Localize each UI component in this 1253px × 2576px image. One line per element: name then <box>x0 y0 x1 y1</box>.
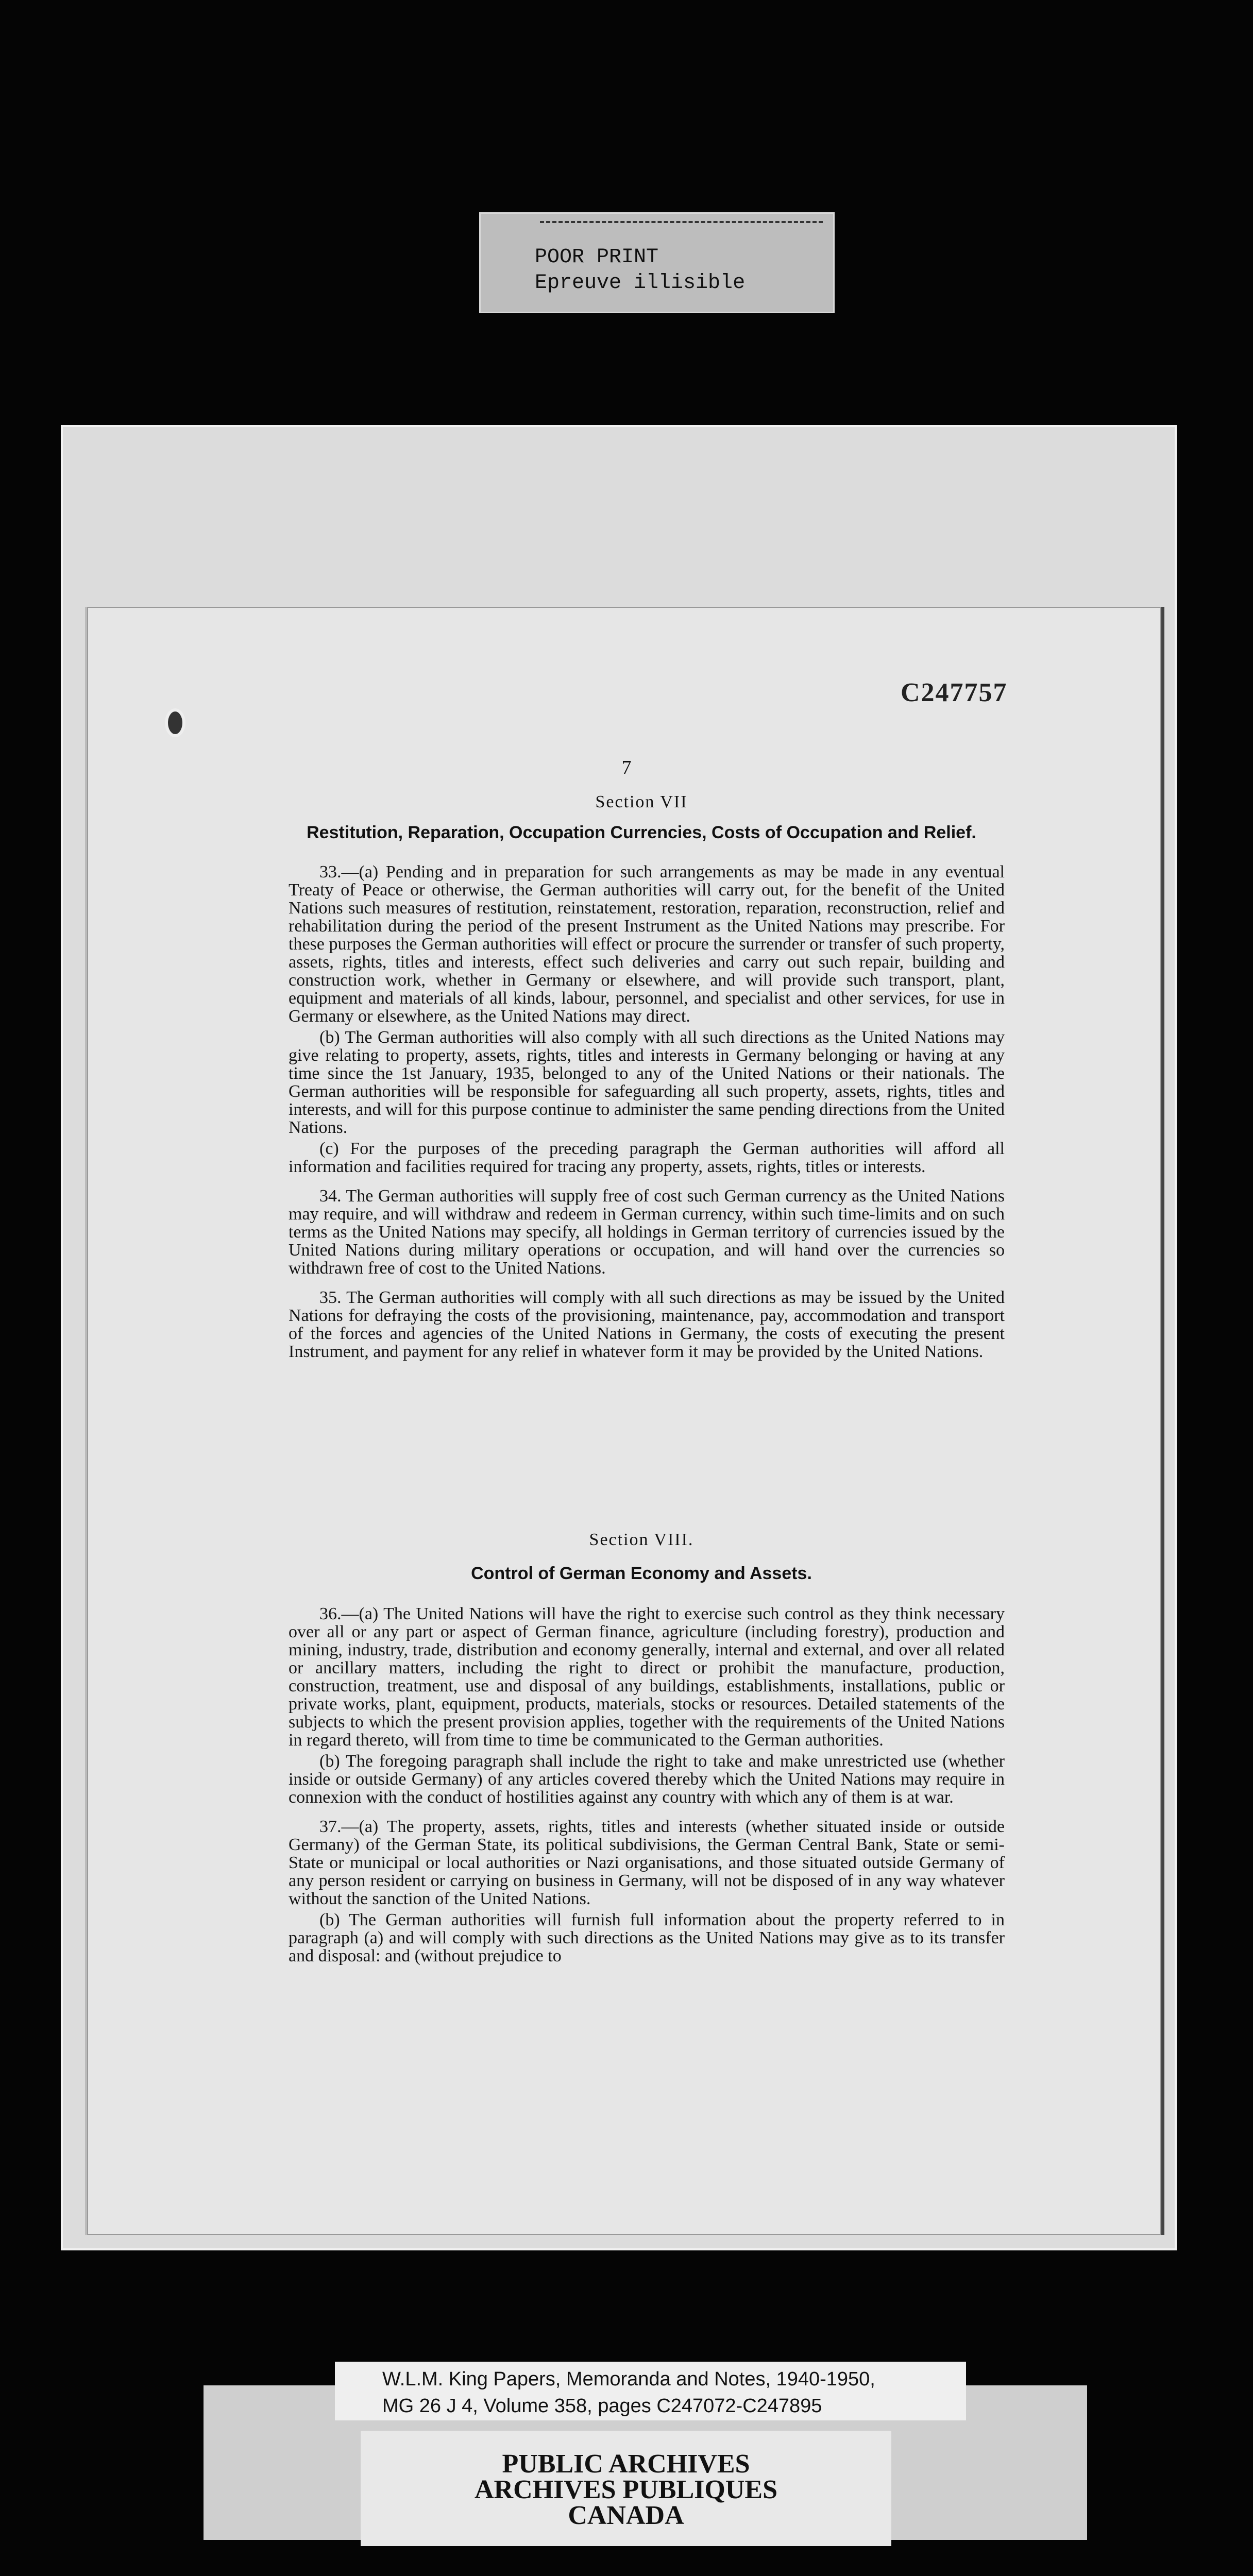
caption-line-1: W.L.M. King Papers, Memoranda and Notes, 1940-1950, <box>382 2368 875 2390</box>
stamp-line-2: Epreuve illisible <box>535 272 746 295</box>
page-number: 7 <box>621 757 632 778</box>
paragraph: (b) The German authorities will furnish full information about the property referred to in paragraph (a) and will comply with such directions as the United Nations may give as to its transfer and disposal: and (without prejudice to <box>289 1910 1005 1965</box>
paragraph: (b) The German authorities will also comply with all such directions as the United Nations may give relating to property, assets, rights, titles and interests in Germany belonging or having at any time since the 1st January, 1935, belonged to any of the United Nations or their nationals. The German authorities will be responsible for safeguarding all such property, assets, rights, titles and interests, and will for this purpose continue to administer the same pending directions from the United Nations. <box>289 1028 1005 1137</box>
paragraph: 37.—(a) The property, assets, rights, titles and interests (whether situated inside or outside Germany) of the German State, its political subdivisions, the German Central Bank, State or semi-State or municipal or local authorities or Nazi organisations, and those situated outside Germany of any person resident or carrying on business in Germany, will not be disposed of in any way whatever without the sanction of the United Nations. <box>289 1817 1005 1908</box>
caption-line-2: MG 26 J 4, Volume 358, pages C247072-C247895 <box>382 2395 822 2417</box>
section-8-title: Control of German Economy and Assets. <box>471 1564 812 1583</box>
poor-print-stamp <box>479 212 835 313</box>
archives-line-3: CANADA <box>568 2501 684 2530</box>
paragraph: 35. The German authorities will comply with all such directions as may be issued by the United Nations for defraying the costs of the provisioning, maintenance, pay, accommodation and transport of the forces and agencies of the United Nations in Germany, the costs of executing the present Instrument, and payment for any relief in whatever form it may be provided by the United Nations. <box>289 1288 1005 1361</box>
paragraph: 34. The German authorities will supply free of cost such German currency as the United Nations may require, and will withdraw and redeem in German currency, within such time-limits and on such terms as the United Nations may specify, all holdings in German territory of currencies issued by the United Nations during military operations or occupation, and will hand over the currencies so withdrawn free of cost to the United Nations. <box>289 1187 1005 1278</box>
archives-stamp <box>361 2431 891 2546</box>
paragraph: (b) The foregoing paragraph shall include the right to take and make unrestricted use (whether inside or outside Germany) of any articles covered thereby which the United Nations may require in connexion with the conduct of hostilities against any country with which any of them is at war. <box>289 1752 1005 1807</box>
paragraph: 33.—(a) Pending and in preparation for such arrangements as may be made in any eventual Treaty of Peace or otherwise, the German authorities will carry out, for the benefit of the United Nations such measures of restitution, reinstatement, restoration, reparation, reconstruction, relief and rehabilitation during the period of the present Instrument as the United Nations may prescribe. For these purposes the German authorities will effect or procure the surrender or transfer of such property, assets, rights, titles and interests, effect such deliveries and carry out such repair, building and construction work, whether in Germany or elsewhere, and will provide such transport, plant, equipment and materials of all kinds, labour, personnel, and specialist and other services, for use in Germany or elsewhere, as the United Nations may direct. <box>289 862 1005 1026</box>
paragraph: (c) For the purposes of the preceding paragraph the German authorities will afford all information and facilities required for tracing any property, assets, rights, titles or interests. <box>289 1139 1005 1176</box>
stamp-divider <box>540 221 823 223</box>
archives-line-2: ARCHIVES PUBLIQUES <box>474 2475 778 2504</box>
punch-hole <box>165 708 185 737</box>
section-8-body <box>289 1605 1005 1968</box>
stamp-line-1: POOR PRINT <box>535 246 659 269</box>
source-caption <box>335 2362 966 2420</box>
document-page <box>85 607 1164 2235</box>
section-7-heading: Section VII <box>595 792 688 811</box>
archives-line-1: PUBLIC ARCHIVES <box>502 2449 750 2479</box>
section-8-heading: Section VIII. <box>589 1530 694 1549</box>
page-id: C247757 <box>901 678 1008 707</box>
paragraph: 36.—(a) The United Nations will have the right to exercise such control as they think necessary over all or any part or aspect of German finance, agriculture (including forestry), production and mining, industry, trade, distribution and economy generally, internal and external, and over all related or ancillary matters, including the right to direct or prohibit the manufacture, production, construction, treatment, use and disposal of any buildings, establishments, installations, public or private works, plant, equipment, products, materials, stocks or resources. Detailed statements of the subjects to which the present provision applies, together with the requirements of the United Nations in regard thereto, will from time to time be communicated to the German authorities. <box>289 1604 1005 1750</box>
section-7-body <box>289 863 1005 1364</box>
section-7-title: Restitution, Reparation, Occupation Currencies, Costs of Occupation and Relief. <box>307 823 976 842</box>
